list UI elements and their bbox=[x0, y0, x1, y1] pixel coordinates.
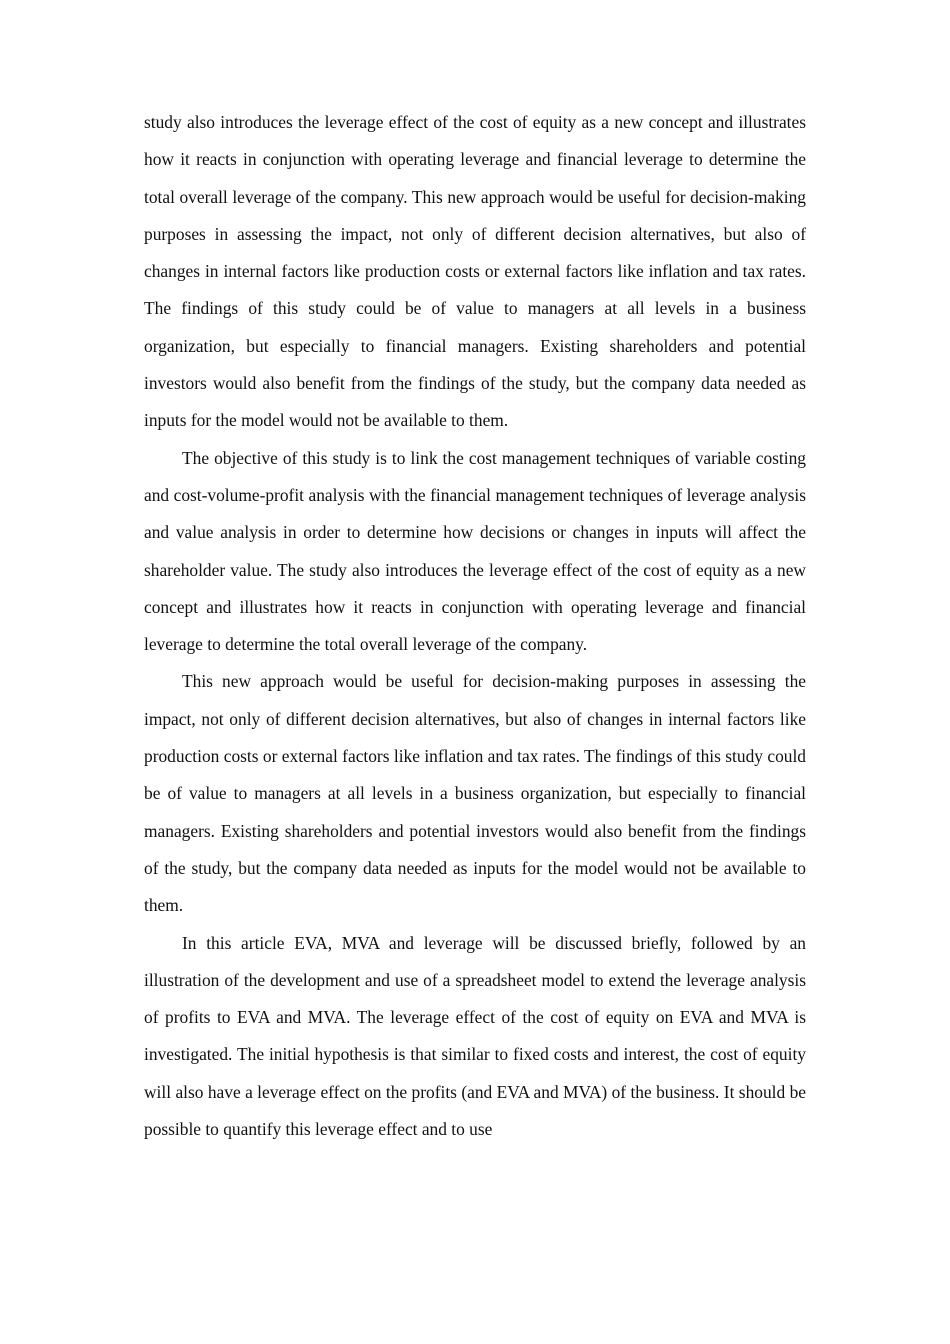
paragraph-article-outline: In this article EVA, MVA and leverage will be discussed briefly, followed by an illustration of the development and use of a spreadsheet model to extend the leverage analysis of profits to EVA and MVA. The leverage effect of the cost of equity on EVA and MVA is investigated. The initial hypothesis is that similar to fixed costs and interest, the cost of equity will also have a leverage effect on the profits (and EVA and MVA) of the business. It should be possible to quantify this leverage effect and to use bbox=[144, 932, 806, 1140]
paragraph-new-approach: This new approach would be useful for decision-making purposes in assessing the impact, not only of different decision alternatives, but also of changes in internal factors like production costs or external factors like inflation and tax rates. The findings of this study could be of value to managers at all levels in a business organization, but especially to financial managers. Existing shareholders and potential investors would also benefit from the findings of the study, but the company data needed as inputs for the model would not be available to them. bbox=[144, 671, 806, 916]
paragraph-continuation: study also introduces the leverage effect of the cost of equity as a new concept and illustrates how it reacts in conjunction with operating leverage and financial leverage to determine the total overall leverage of the company. This new approach would be useful for decision-making purposes in assessing the impact, not only of different decision alternatives, but also of changes in internal factors like production costs or external factors like inflation and tax rates. The findings of this study could be of value to managers at all levels in a business organization, but especially to financial managers. Existing shareholders and potential investors would also benefit from the findings of the study, but the company data needed as inputs for the model would not be available to them. bbox=[144, 112, 806, 431]
document-page bbox=[144, 104, 806, 1148]
paragraph-objective: The objective of this study is to link the cost management techniques of variable costing and cost-volume-profit analysis with the financial management techniques of leverage analysis and value analysis in order to determine how decisions or changes in inputs will affect the shareholder value. The study also introduces the leverage effect of the cost of equity as a new concept and illustrates how it reacts in conjunction with operating leverage and financial leverage to determine the total overall leverage of the company. bbox=[144, 447, 806, 655]
